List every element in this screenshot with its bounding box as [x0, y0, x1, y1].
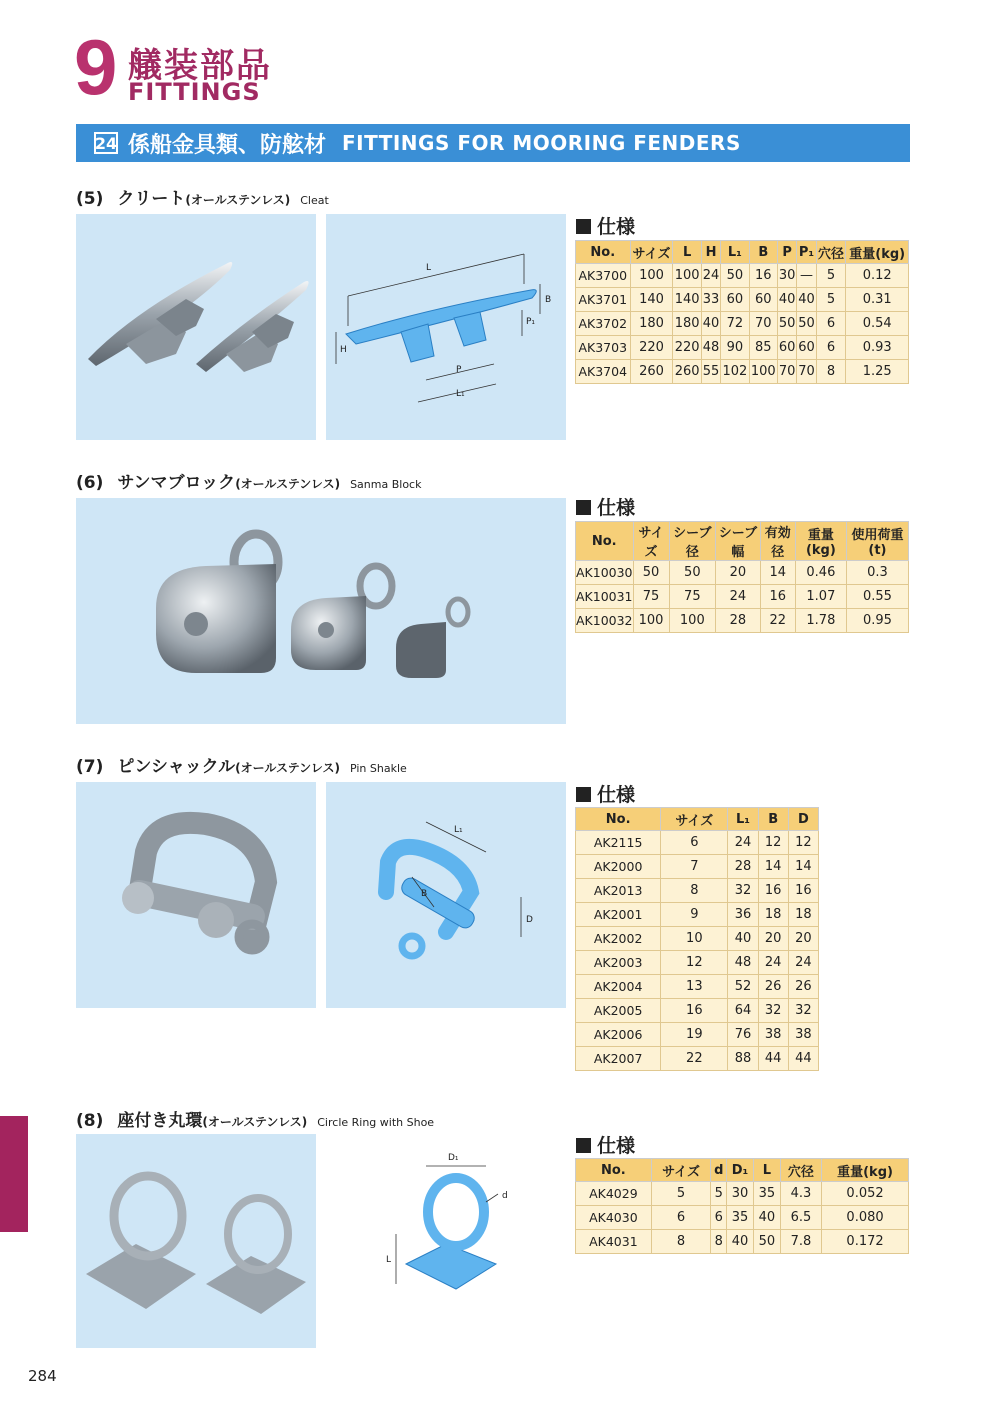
item-heading-pin-shakle: (7) ピンシャックル(オールステンレス) Pin Shakle	[76, 757, 407, 777]
pin-shakle-photo-image	[76, 782, 316, 1008]
cleat-label-L1: L₁	[456, 389, 465, 399]
table-cell: 50	[778, 312, 797, 336]
table-cell: 20	[716, 561, 761, 585]
table-header-cell: d	[711, 1159, 727, 1182]
table-cell: 12	[788, 831, 818, 855]
table-cell: AK4029	[576, 1182, 652, 1206]
table-header-cell: No.	[576, 808, 661, 831]
section-banner	[76, 124, 910, 162]
table-header-cell: 穴径	[780, 1159, 821, 1182]
table-row	[576, 360, 909, 384]
table-cell: AK4031	[576, 1230, 652, 1254]
item-heading-sanma-block: (6) サンマブロック(オールステンレス) Sanma Block	[76, 473, 422, 493]
table-cell: 6	[651, 1206, 711, 1230]
table-cell: 5	[711, 1182, 727, 1206]
table-cell: 140	[630, 288, 673, 312]
spec-label-pin-shakle: 仕様	[576, 780, 635, 807]
circle-ring-photo-image	[76, 1134, 316, 1348]
table-cell: 180	[630, 312, 673, 336]
table-cell: AK3702	[576, 312, 631, 336]
sanma-block-photo	[76, 498, 566, 724]
table-cell: 220	[630, 336, 673, 360]
table-cell: —	[797, 264, 816, 288]
table-cell: 12	[661, 951, 728, 975]
table-header-cell: D₁	[727, 1159, 754, 1182]
cleat-label-H: H	[340, 345, 347, 355]
circle-ring-diagram-image	[326, 1134, 566, 1348]
table-cell: AK2004	[576, 975, 661, 999]
table-cell: AK4030	[576, 1206, 652, 1230]
item-heading-circle-ring: (8) 座付き丸環(オールステンレス) Circle Ring with Shoe	[76, 1111, 435, 1131]
table-cell: 24	[701, 264, 720, 288]
table-header-cell: H	[701, 241, 720, 264]
table-cell: AK2007	[576, 1047, 661, 1071]
section-badge: 24	[94, 133, 118, 153]
table-cell: 5	[816, 288, 846, 312]
table-cell: 44	[758, 1047, 788, 1071]
table-cell: 6	[711, 1206, 727, 1230]
table-header-cell: B	[749, 241, 777, 264]
table-cell: 60	[778, 336, 797, 360]
table-cell: 40	[701, 312, 720, 336]
table-cell: 0.54	[846, 312, 909, 336]
table-cell: 75	[669, 585, 716, 609]
table-cell: 38	[788, 1023, 818, 1047]
pin-shakle-photo	[76, 782, 316, 1008]
table-cell: 50	[633, 561, 669, 585]
table-cell: AK3703	[576, 336, 631, 360]
table-row	[576, 879, 819, 903]
table-cell: 1.07	[795, 585, 846, 609]
table-cell: AK2005	[576, 999, 661, 1023]
table-row	[576, 903, 819, 927]
table-header-cell: No.	[576, 522, 634, 561]
cleat-spec-table	[575, 240, 909, 384]
table-cell: 26	[758, 975, 788, 999]
cleat-photo-image	[76, 214, 316, 440]
table-cell: 35	[727, 1206, 754, 1230]
table-cell: 20	[788, 927, 818, 951]
table-row	[576, 1182, 909, 1206]
chapter-title-jp: 艤装部品	[128, 46, 272, 86]
table-row	[576, 951, 819, 975]
cleat-photo	[76, 214, 316, 440]
table-cell: 38	[758, 1023, 788, 1047]
table-header-cell: 使用荷重(t)	[846, 522, 908, 561]
table-cell: 7	[661, 855, 728, 879]
table-cell: 28	[716, 609, 761, 633]
table-cell: 70	[778, 360, 797, 384]
table-cell: 32	[788, 999, 818, 1023]
table-row	[576, 1230, 909, 1254]
table-cell: 30	[727, 1182, 754, 1206]
shakle-label-L1: L₁	[454, 825, 463, 835]
table-cell: 5	[816, 264, 846, 288]
table-cell: AK2003	[576, 951, 661, 975]
table-cell: AK3704	[576, 360, 631, 384]
table-cell: 50	[669, 561, 716, 585]
table-cell: 32	[728, 879, 758, 903]
table-cell: 60	[797, 336, 816, 360]
table-cell: 88	[728, 1047, 758, 1071]
table-header-cell: No.	[576, 241, 631, 264]
chapter-number: 9	[74, 23, 118, 111]
table-cell: AK2002	[576, 927, 661, 951]
table-cell: 260	[630, 360, 673, 384]
table-cell: 1.78	[795, 609, 846, 633]
table-row	[576, 927, 819, 951]
table-cell: 4.3	[780, 1182, 821, 1206]
table-cell: 8	[651, 1230, 711, 1254]
circle-ring-photo	[76, 1134, 316, 1348]
table-header-cell: 有効径	[760, 522, 795, 561]
table-cell: 70	[749, 312, 777, 336]
chapter-side-tab	[0, 1116, 28, 1232]
table-row	[576, 312, 909, 336]
table-header-row	[576, 808, 819, 831]
cleat-label-P1: P₁	[526, 317, 536, 327]
table-cell: 0.12	[846, 264, 909, 288]
table-cell: 0.95	[846, 609, 908, 633]
pin-shakle-spec-table	[575, 807, 819, 1071]
table-cell: 26	[788, 975, 818, 999]
sanma-block-spec-table	[575, 521, 909, 633]
table-cell: 0.080	[822, 1206, 909, 1230]
table-cell: 1.25	[846, 360, 909, 384]
table-header-cell: No.	[576, 1159, 652, 1182]
table-cell: 140	[673, 288, 701, 312]
cleat-label-L: L	[426, 263, 432, 273]
table-row	[576, 999, 819, 1023]
table-cell: 60	[749, 288, 777, 312]
table-cell: 0.55	[846, 585, 908, 609]
table-cell: 16	[758, 879, 788, 903]
table-cell: 7.8	[780, 1230, 821, 1254]
item-heading-cleat: (5) クリート(オールステンレス) Cleat	[76, 189, 329, 209]
table-header-cell: B	[758, 808, 788, 831]
table-header-cell: 重量(kg)	[822, 1159, 909, 1182]
table-cell: 6	[661, 831, 728, 855]
table-cell: 18	[788, 903, 818, 927]
table-cell: 64	[728, 999, 758, 1023]
table-cell: AK3701	[576, 288, 631, 312]
table-cell: 50	[797, 312, 816, 336]
table-header-cell: シーブ径	[669, 522, 716, 561]
table-row	[576, 288, 909, 312]
pin-shakle-diagram-image	[326, 782, 566, 1008]
table-cell: 16	[661, 999, 728, 1023]
table-header-cell: D	[788, 808, 818, 831]
table-cell: 40	[797, 288, 816, 312]
table-row	[576, 264, 909, 288]
table-cell: 40	[753, 1206, 780, 1230]
table-cell: 55	[701, 360, 720, 384]
table-cell: 24	[758, 951, 788, 975]
table-cell: 8	[816, 360, 846, 384]
ring-label-L: L	[386, 1255, 392, 1265]
chapter-title-en: FITTINGS	[128, 78, 261, 106]
table-cell: 85	[749, 336, 777, 360]
table-header-cell: L₁	[721, 241, 749, 264]
table-cell: 33	[701, 288, 720, 312]
table-cell: 60	[721, 288, 749, 312]
table-cell: 6	[816, 336, 846, 360]
circle-ring-diagram	[326, 1134, 566, 1348]
table-header-cell: P	[778, 241, 797, 264]
table-cell: AK2006	[576, 1023, 661, 1047]
table-cell: 0.31	[846, 288, 909, 312]
cleat-label-P: P	[456, 365, 462, 375]
table-cell: 14	[788, 855, 818, 879]
table-header-cell: L₁	[728, 808, 758, 831]
spec-label-sanma-block: 仕様	[576, 493, 635, 520]
table-cell: 8	[711, 1230, 727, 1254]
table-cell: 100	[749, 360, 777, 384]
table-header-cell: サイズ	[651, 1159, 711, 1182]
table-header-cell: P₁	[797, 241, 816, 264]
table-cell: 100	[669, 609, 716, 633]
table-row	[576, 609, 909, 633]
table-row	[576, 855, 819, 879]
shakle-label-B: B	[421, 889, 428, 899]
table-cell: 22	[661, 1047, 728, 1071]
table-cell: 6	[816, 312, 846, 336]
table-cell: AK10032	[576, 609, 634, 633]
table-row	[576, 585, 909, 609]
table-cell: 16	[788, 879, 818, 903]
table-cell: 100	[630, 264, 673, 288]
table-cell: 0.93	[846, 336, 909, 360]
table-cell: 28	[728, 855, 758, 879]
table-row	[576, 831, 819, 855]
table-cell: 72	[721, 312, 749, 336]
table-cell: 48	[701, 336, 720, 360]
table-cell: 5	[651, 1182, 711, 1206]
table-cell: 20	[758, 927, 788, 951]
table-cell: AK2001	[576, 903, 661, 927]
table-cell: 260	[673, 360, 701, 384]
pin-shakle-diagram	[326, 782, 566, 1008]
table-cell: 40	[727, 1230, 754, 1254]
square-bullet-icon	[576, 787, 591, 802]
table-cell: 6.5	[780, 1206, 821, 1230]
table-row	[576, 336, 909, 360]
table-cell: 0.3	[846, 561, 908, 585]
table-header-cell: シーブ幅	[716, 522, 761, 561]
table-cell: 48	[728, 951, 758, 975]
table-cell: 75	[633, 585, 669, 609]
table-header-cell: サイズ	[661, 808, 728, 831]
table-cell: 220	[673, 336, 701, 360]
page-number: 284	[28, 1367, 57, 1385]
table-cell: 50	[753, 1230, 780, 1254]
table-cell: 180	[673, 312, 701, 336]
table-cell: 9	[661, 903, 728, 927]
table-header-cell: サイズ	[630, 241, 673, 264]
table-cell: 12	[758, 831, 788, 855]
table-cell: AK10031	[576, 585, 634, 609]
table-cell: 36	[728, 903, 758, 927]
table-cell: 35	[753, 1182, 780, 1206]
table-row	[576, 1023, 819, 1047]
table-cell: 44	[788, 1047, 818, 1071]
cleat-label-B: B	[545, 295, 552, 305]
table-cell: 90	[721, 336, 749, 360]
table-cell: 24	[716, 585, 761, 609]
table-cell: 14	[760, 561, 795, 585]
table-header-cell: 穴径	[816, 241, 846, 264]
table-header-cell: サイズ	[633, 522, 669, 561]
table-cell: 24	[788, 951, 818, 975]
table-cell: AK3700	[576, 264, 631, 288]
table-header-row	[576, 1159, 909, 1182]
table-cell: AK2115	[576, 831, 661, 855]
square-bullet-icon	[576, 500, 591, 515]
table-cell: 40	[728, 927, 758, 951]
cleat-diagram-image	[326, 214, 566, 440]
table-cell: 40	[778, 288, 797, 312]
square-bullet-icon	[576, 219, 591, 234]
table-cell: 76	[728, 1023, 758, 1047]
table-cell: 14	[758, 855, 788, 879]
table-header-row	[576, 241, 909, 264]
table-cell: 100	[673, 264, 701, 288]
table-cell: 18	[758, 903, 788, 927]
table-row	[576, 561, 909, 585]
table-cell: 16	[749, 264, 777, 288]
table-cell: 30	[778, 264, 797, 288]
table-cell: 16	[760, 585, 795, 609]
table-cell: AK2000	[576, 855, 661, 879]
table-cell: 24	[728, 831, 758, 855]
cleat-diagram	[326, 214, 566, 440]
table-header-cell: 重量(kg)	[846, 241, 909, 264]
section-title-jp: 係船金具類、防舷材	[128, 132, 327, 158]
table-row	[576, 1206, 909, 1230]
table-cell: 50	[721, 264, 749, 288]
table-cell: 70	[797, 360, 816, 384]
table-cell: 13	[661, 975, 728, 999]
table-header-cell: 重量(kg)	[795, 522, 846, 561]
table-cell: 8	[661, 879, 728, 903]
section-title-en: FITTINGS FOR MOORING FENDERS	[342, 131, 741, 155]
ring-label-d: d	[502, 1191, 508, 1201]
spec-label-cleat: 仕様	[576, 212, 635, 239]
table-row	[576, 1047, 819, 1071]
table-row	[576, 975, 819, 999]
sanma-block-photo-image	[76, 498, 566, 724]
table-cell: 19	[661, 1023, 728, 1047]
table-cell: 10	[661, 927, 728, 951]
table-cell: 52	[728, 975, 758, 999]
table-cell: 32	[758, 999, 788, 1023]
shakle-label-D: D	[526, 915, 533, 925]
spec-label-circle-ring: 仕様	[576, 1131, 635, 1158]
circle-ring-spec-table	[575, 1158, 909, 1254]
table-cell: 100	[633, 609, 669, 633]
table-cell: AK2013	[576, 879, 661, 903]
table-cell: 0.052	[822, 1182, 909, 1206]
table-cell: 0.172	[822, 1230, 909, 1254]
table-header-cell: L	[753, 1159, 780, 1182]
ring-label-D1: D₁	[448, 1153, 459, 1163]
table-header-row	[576, 522, 909, 561]
square-bullet-icon	[576, 1138, 591, 1153]
table-cell: 102	[721, 360, 749, 384]
table-header-cell: L	[673, 241, 701, 264]
table-cell: 22	[760, 609, 795, 633]
table-cell: 0.46	[795, 561, 846, 585]
table-cell: AK10030	[576, 561, 634, 585]
